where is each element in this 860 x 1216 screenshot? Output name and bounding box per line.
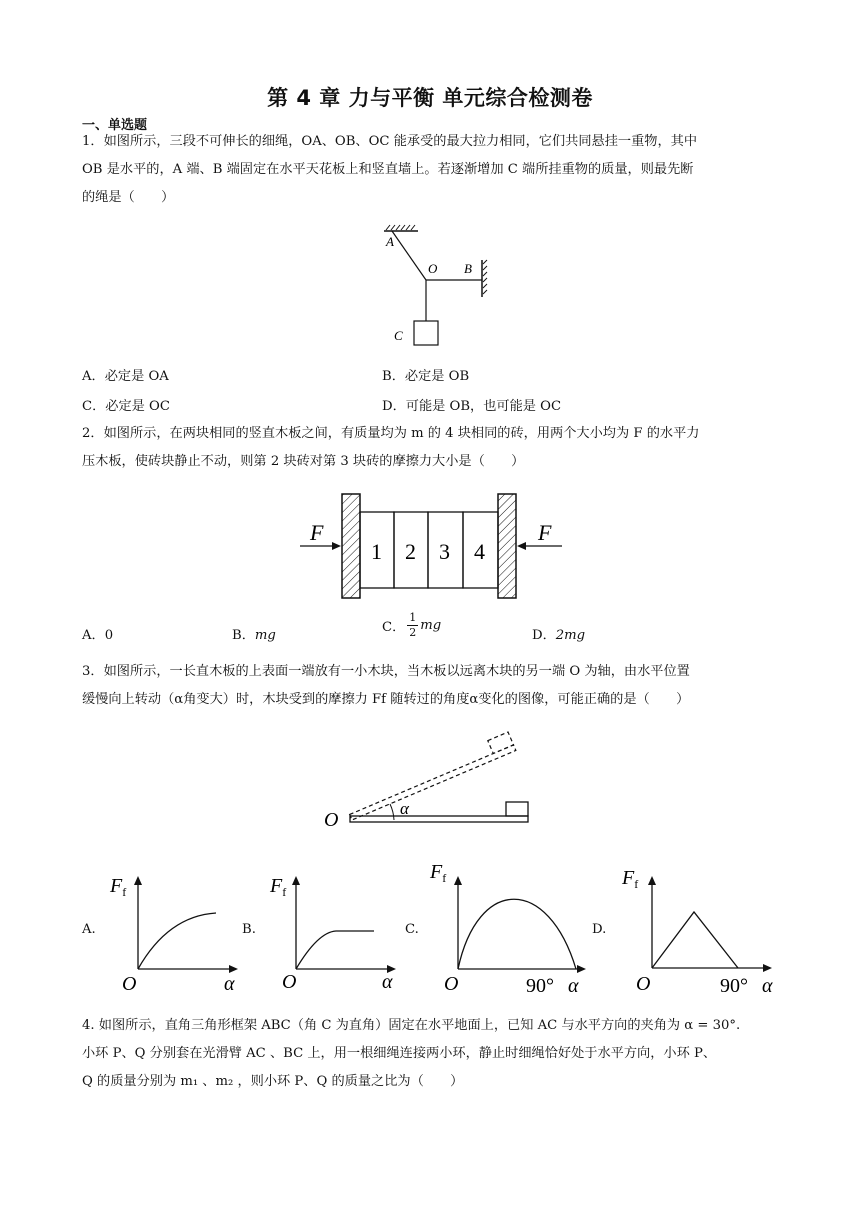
- q1-option-b[interactable]: B．必定是 OB: [382, 369, 470, 384]
- q2-option-b-prefix: B．: [232, 628, 255, 643]
- question-3-line-1: 3．如图所示，一长直木板的上表面一端放有一小木块，当木板以远离木块的另一端 O 为轴，由水平位置: [82, 664, 690, 679]
- graph-c-origin: O: [444, 973, 459, 995]
- pivot-label-O: O: [324, 809, 339, 831]
- left-force-label: F: [310, 520, 324, 545]
- right-force-label: F: [538, 520, 552, 545]
- q1-rope-diagram: [370, 222, 500, 352]
- graph-d-x-label: α: [762, 975, 773, 997]
- q2-option-b-value: mg: [254, 628, 276, 643]
- q2-option-d-value: 2mg: [555, 628, 586, 643]
- label-O: O: [428, 261, 438, 276]
- q2-option-a[interactable]: A．0: [82, 628, 114, 643]
- q2-option-c[interactable]: [382, 611, 441, 640]
- question-4-line-2: 小环 P、Q 分别套在光滑臂 AC 、BC 上，用一根细绳连接两小环，静止时细绳恰好处于水平方向，小环 P、: [82, 1046, 717, 1061]
- graph-c-y-arrow: [454, 876, 462, 885]
- fraction-denominator: 2: [409, 626, 417, 639]
- graph-b-x-label: α: [382, 971, 393, 993]
- q2-option-c-prefix: C．: [382, 620, 406, 635]
- graph-a-origin: O: [122, 973, 137, 995]
- q2-brick-diagram: [290, 488, 580, 604]
- q2-option-c-fraction: [407, 611, 418, 640]
- angle-arc: [390, 804, 394, 820]
- question-1: [82, 128, 782, 212]
- graph-c-tick-90: 90°: [526, 975, 554, 997]
- q1-option-a[interactable]: A．必定是 OA: [82, 369, 169, 384]
- horizontal-board: [350, 816, 528, 822]
- brick-label-1: 1: [371, 539, 382, 564]
- graph-b-origin: O: [282, 971, 297, 993]
- question-2-line-1: 2．如图所示，在两块相同的竖直木板之间，有质量均为 m 的 4 块相同的砖，用两个大小均为 F 的水平力: [82, 426, 700, 441]
- alpha-label: α: [400, 799, 409, 818]
- question-4-line-1: 4. 如图所示，直角三角形框架 ABC（角 C 为直角）固定在水平地面上，已知 AC 与水平方向的夹角为 α = 30°.: [82, 1018, 741, 1033]
- graph-c-y-label: $F_f$: [430, 861, 447, 885]
- q2-option-d-prefix: D．: [532, 628, 556, 643]
- question-4: [82, 1012, 802, 1096]
- graph-a: [108, 868, 248, 996]
- graph-d-y-arrow: [648, 876, 656, 885]
- graph-d: [620, 860, 782, 998]
- question-2: [82, 420, 782, 476]
- question-3-line-2: 缓慢向上转动（α角变大）时，木块受到的摩擦力 Ff 随转过的角度α变化的图像，可能正确的是（ ）: [82, 692, 690, 707]
- graph-c-curve: [458, 899, 576, 969]
- graph-d-curve: [652, 912, 738, 968]
- fraction-numerator: 1: [409, 611, 417, 624]
- block-on-board: [506, 802, 528, 816]
- q3-option-d[interactable]: D.: [592, 922, 607, 937]
- brick-label-2: 2: [405, 539, 416, 564]
- question-1-line-3: 的绳是（ ）: [82, 190, 175, 205]
- graph-d-y-label: $F_f$: [622, 867, 639, 891]
- brick-label-3: 3: [439, 539, 450, 564]
- label-C: C: [394, 328, 403, 343]
- label-B: B: [464, 261, 472, 276]
- graph-b-y-arrow: [292, 876, 300, 885]
- q3-option-a[interactable]: A.: [82, 922, 96, 937]
- rope-OA: [392, 231, 426, 280]
- right-board: [498, 494, 516, 598]
- graph-b-curve: [296, 931, 374, 969]
- q2-option-d[interactable]: [532, 624, 585, 643]
- graph-b-y-label: $F_f$: [270, 875, 287, 899]
- graph-a-y-label: $F_f$: [110, 875, 127, 899]
- question-1-line-2: OB 是水平的，A 端、B 端固定在水平天花板上和竖直墙上。若逐渐增加 C 端所挂重物的质量，则最先断: [82, 162, 694, 177]
- q1-option-d[interactable]: D．可能是 OB，也可能是 OC: [382, 399, 562, 414]
- section-heading: 一、单选题: [82, 118, 148, 133]
- left-arrow-head: [332, 542, 341, 550]
- q2-option-c-value: mg: [420, 618, 442, 633]
- graph-d-tick-90: 90°: [720, 975, 748, 997]
- graph-c: [428, 856, 590, 998]
- question-3: [82, 658, 782, 714]
- q3-option-b[interactable]: B.: [242, 922, 256, 937]
- graph-a-curve: [138, 913, 216, 969]
- brick-label-4: 4: [474, 539, 485, 564]
- graph-c-x-arrow: [577, 965, 586, 973]
- q3-incline-diagram: [320, 718, 535, 836]
- q3-option-c[interactable]: C.: [405, 922, 419, 937]
- question-2-line-2: 压木板，使砖块静止不动，则第 2 块砖对第 3 块砖的摩擦力大小是（ ）: [82, 454, 525, 469]
- ceiling-hatch: [386, 225, 415, 230]
- page-title: 第 4 章 力与平衡 单元综合检测卷: [267, 86, 593, 110]
- graph-a-x-arrow: [229, 965, 238, 973]
- left-board: [342, 494, 360, 598]
- q2-option-b[interactable]: [232, 624, 276, 643]
- graph-a-y-arrow: [134, 876, 142, 885]
- label-A: A: [386, 234, 394, 249]
- tilted-board: [344, 732, 516, 820]
- wall-hatch: [483, 260, 487, 294]
- graph-b: [268, 868, 408, 996]
- q1-option-c[interactable]: C．必定是 OC: [82, 399, 170, 414]
- right-arrow-head: [517, 542, 526, 550]
- graph-a-x-label: α: [224, 973, 235, 995]
- graph-c-x-label: α: [568, 975, 579, 997]
- graph-d-origin: O: [636, 973, 651, 995]
- question-4-line-3: Q 的质量分别为 m₁ 、m₂ ，则小环 P、Q 的质量之比为（ ）: [82, 1074, 464, 1089]
- hanging-weight: [414, 321, 438, 345]
- graph-d-x-arrow: [763, 964, 772, 972]
- question-1-line-1: 1．如图所示，三段不可伸长的细绳，OA、OB、OC 能承受的最大拉力相同，它们共同悬挂一重物，其中: [82, 134, 698, 149]
